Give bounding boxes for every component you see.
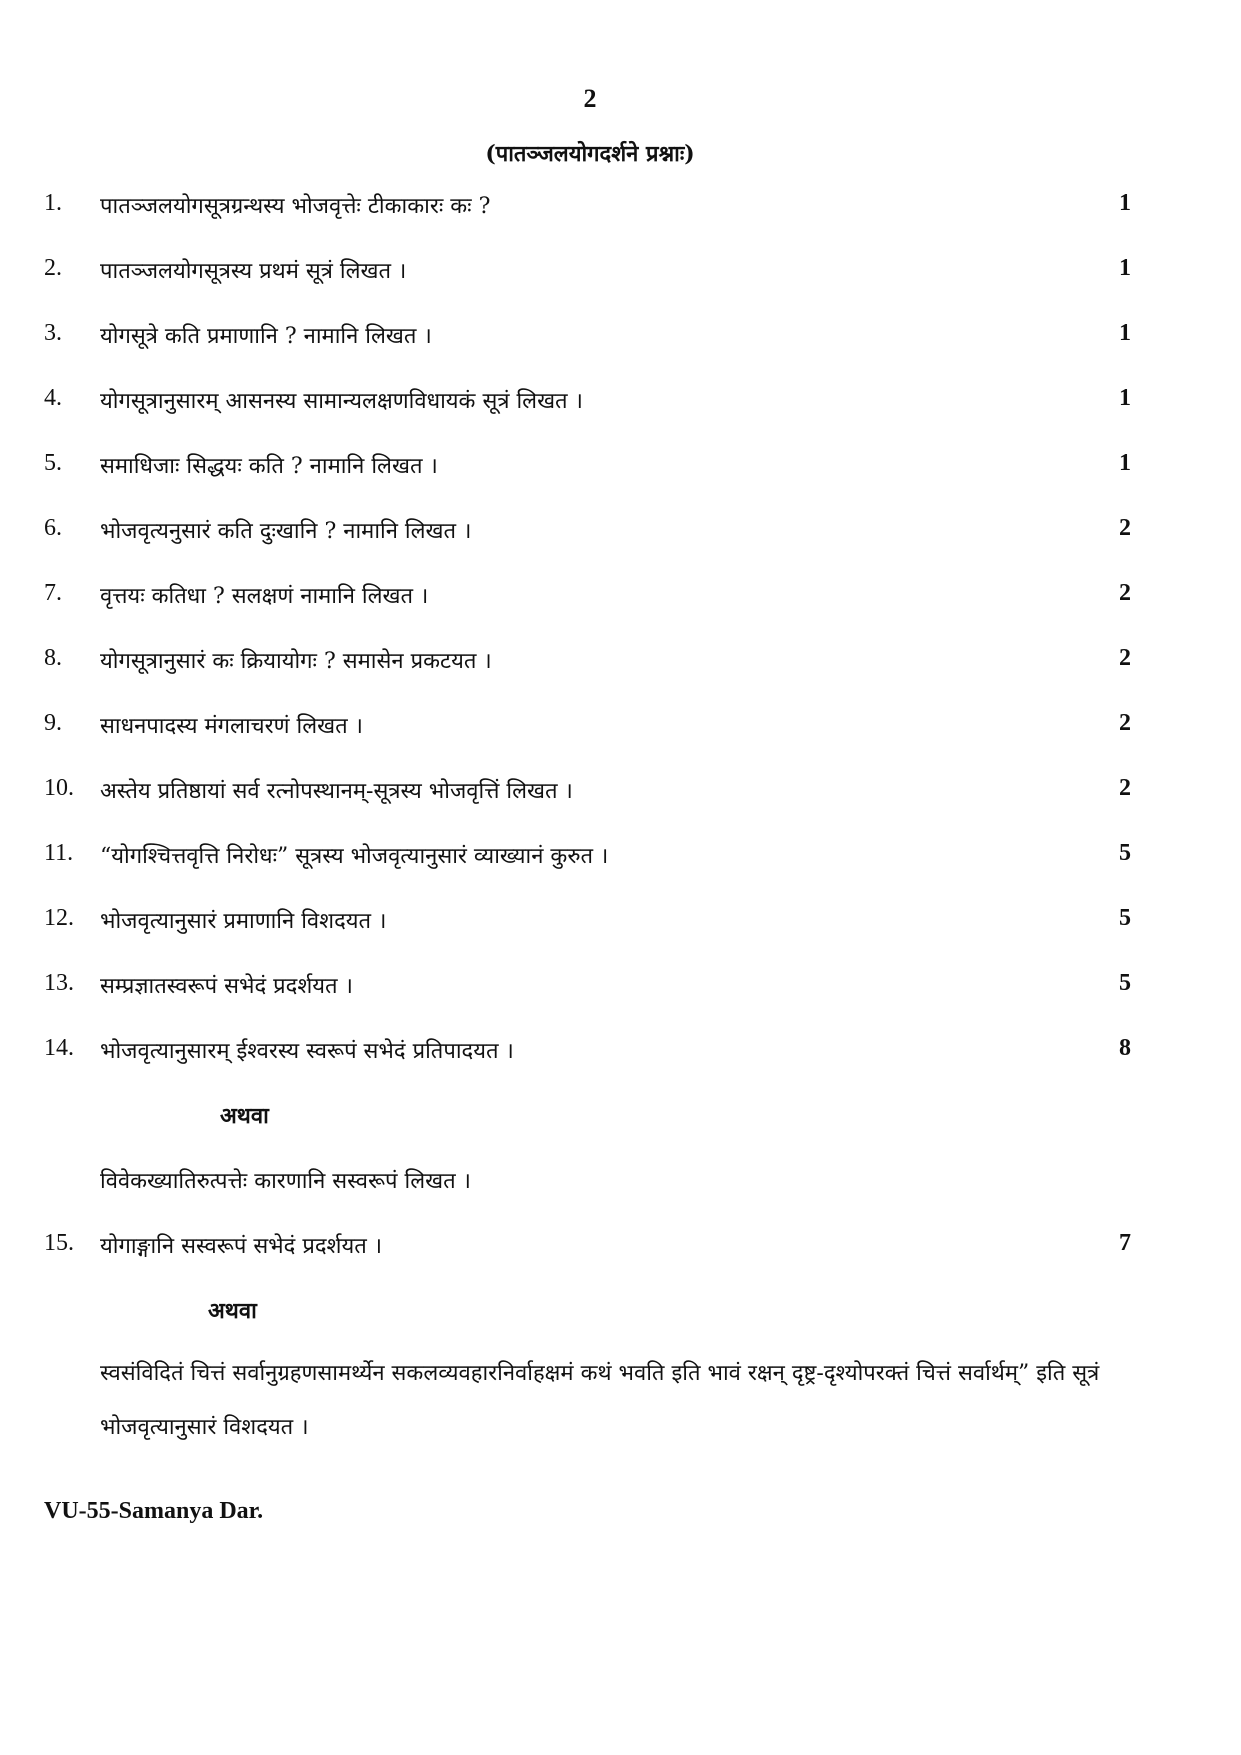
question-row (0, 320, 1241, 360)
question-row (0, 840, 1241, 880)
question-row (0, 1035, 1241, 1075)
question-marks: 1 (1119, 450, 1131, 476)
question-row (0, 515, 1241, 555)
question-row (0, 450, 1241, 490)
question-text: योगाङ्गानि सस्वरूपं सभेदं प्रदर्शयत । (100, 1234, 383, 1259)
question-text: भोजवृत्यनुसारं कति दुःखानि ? नामानि लिखत । (100, 519, 472, 544)
question-text: पातञ्जलयोगसूत्रस्य प्रथमं सूत्रं लिखत । (100, 259, 407, 284)
question-marks: 5 (1119, 905, 1131, 931)
question-text: साधनपादस्य मंगलाचरणं लिखत । (100, 714, 364, 739)
section-title: (पातञ्जलयोगदर्शने प्रश्नाः) (485, 141, 695, 167)
question-row (0, 580, 1241, 620)
question-number: 8. (44, 645, 62, 671)
alternative-question-text: विवेकख्यातिरुत्पत्तेः कारणानि सस्वरूपं लिखत । (100, 1169, 472, 1194)
question-number: 7. (44, 580, 62, 606)
alternative-question-text: स्वसंविदितं चित्तं सर्वानुग्रहणसामर्थ्येन सकलव्यवहारनिर्वाहक्षमं कथं भवति इति भावं रक्षन् दृष्ट्र-दृश्योपरक्तं चित्तं सर्वार्थम्” इति सूत्रं भोजवृत्यानुसारं विशदयत । (100, 1361, 1100, 1440)
question-text: योगसूत्रानुसारम् आसनस्य सामान्यलक्षणविधायकं सूत्रं लिखत । (100, 389, 583, 414)
question-number: 14. (44, 1035, 74, 1061)
question-row (0, 645, 1241, 685)
question-row (0, 710, 1241, 750)
question-text: “योगश्चित्तवृत्ति निरोधः” सूत्रस्य भोजवृत्यानुसारं व्याख्यानं कुरुत । (100, 844, 609, 869)
question-text: योगसूत्रे कति प्रमाणानि ? नामानि लिखत । (100, 324, 432, 349)
question-number: 4. (44, 385, 62, 411)
question-number: 3. (44, 320, 62, 346)
question-marks: 2 (1119, 645, 1131, 671)
question-marks: 1 (1119, 320, 1131, 346)
question-number: 5. (44, 450, 62, 476)
question-marks: 2 (1119, 710, 1131, 736)
athava-label: अथवा (220, 1103, 269, 1129)
question-row (0, 905, 1241, 945)
question-text: पातञ्जलयोगसूत्रग्रन्थस्य भोजवृत्तेः टीकाकारः कः ? (100, 194, 491, 219)
question-marks: 2 (1119, 775, 1131, 801)
question-number: 13. (44, 970, 74, 996)
question-marks: 5 (1119, 970, 1131, 996)
question-number: 9. (44, 710, 62, 736)
question-number: 15. (44, 1230, 74, 1256)
question-row (0, 775, 1241, 815)
question-number: 12. (44, 905, 74, 931)
question-marks: 7 (1119, 1230, 1131, 1256)
question-marks: 2 (1119, 580, 1131, 606)
question-text: भोजवृत्यानुसारम् ईश्वरस्य स्वरूपं सभेदं प्रतिपादयत । (100, 1039, 514, 1064)
question-text: योगसूत्रानुसारं कः क्रियायोगः ? समासेन प्रकटयत । (100, 649, 492, 674)
question-marks: 5 (1119, 840, 1131, 866)
question-marks: 1 (1119, 385, 1131, 411)
question-text: समाधिजाः सिद्धयः कति ? नामानि लिखत । (100, 454, 438, 479)
question-number: 6. (44, 515, 62, 541)
question-marks: 1 (1119, 190, 1131, 216)
question-text: वृत्तयः कतिधा ? सलक्षणं नामानि लिखत । (100, 584, 429, 609)
question-marks: 8 (1119, 1035, 1131, 1061)
question-marks: 1 (1119, 255, 1131, 281)
question-row (0, 970, 1241, 1010)
question-row (0, 1230, 1241, 1270)
question-number: 11. (44, 840, 74, 866)
question-text: अस्तेय प्रतिष्ठायां सर्व रत्नोपस्थानम्-सूत्रस्य भोजवृत्तिं लिखत । (100, 779, 573, 804)
question-row (0, 255, 1241, 295)
athava-label: अथवा (208, 1298, 257, 1324)
question-number: 2. (44, 255, 62, 281)
question-marks: 2 (1119, 515, 1131, 541)
question-text: भोजवृत्यानुसारं प्रमाणानि विशदयत । (100, 909, 387, 934)
page-number: 2 (583, 84, 597, 113)
question-number: 1. (44, 190, 62, 216)
question-text: सम्प्रज्ञातस्वरूपं सभेदं प्रदर्शयत । (100, 974, 353, 999)
question-row (0, 190, 1241, 230)
paper-code: VU-55-Samanya Dar. (44, 1498, 264, 1524)
question-number: 10. (44, 775, 74, 801)
question-row (0, 385, 1241, 425)
